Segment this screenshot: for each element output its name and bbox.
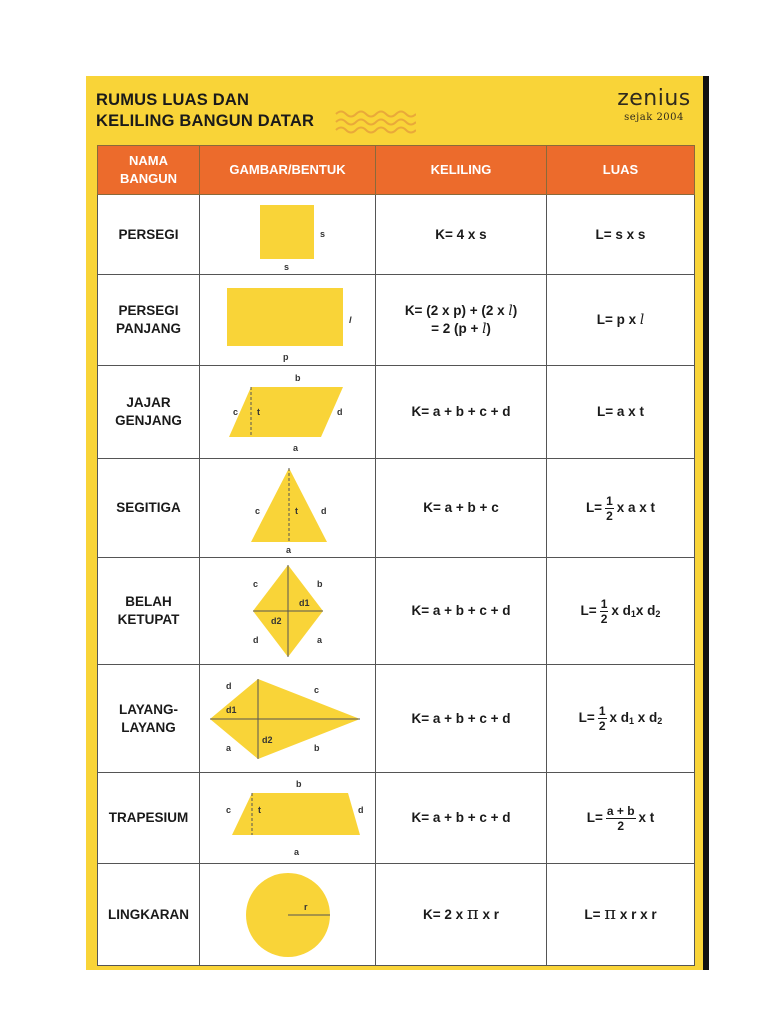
keliling-formula: K= a + b + c + d [376, 773, 547, 864]
header-nama-bangun: NAMA BANGUN [98, 146, 200, 195]
label-a: a [293, 847, 299, 857]
table-row [98, 558, 695, 665]
shape-name: SEGITIGA [98, 459, 200, 558]
label-t: t [257, 805, 261, 815]
table-row [98, 665, 695, 773]
fraction: $\frac{1}{2}$ [606, 493, 613, 523]
table-row [98, 773, 695, 864]
table-row [98, 195, 695, 275]
label-d1: d1 [225, 704, 237, 715]
keliling-formula: K= a + b + c + d [376, 665, 547, 773]
label-d: d [252, 635, 258, 645]
pi-symbol: π [604, 903, 617, 924]
header-luas: LUAS [547, 146, 695, 195]
pi-symbol: π [466, 903, 479, 924]
triangle-figure [200, 459, 376, 558]
label-s-bottom: s [283, 261, 289, 271]
keliling-formula: K= 4 x s [376, 195, 547, 275]
label-d: d [336, 407, 342, 417]
label-d1: d1 [298, 598, 310, 608]
triangle-icon [213, 462, 363, 554]
luas-formula: L= π x r x r [547, 864, 695, 966]
table-row [98, 275, 695, 366]
title-line-2: KELILING BANGUN DATAR [96, 112, 315, 130]
label-a: a [292, 443, 298, 453]
fraction: $\frac{1}{2}$ [598, 704, 606, 733]
rhombus-figure [200, 558, 376, 665]
shape-name: JAJAR GENJANG [98, 366, 200, 459]
fraction: $\frac{1}{2}$ [600, 596, 608, 626]
trapezoid-icon [208, 775, 368, 861]
label-b: b [295, 779, 301, 789]
label-c: c [313, 684, 319, 695]
kite-icon [208, 669, 368, 769]
table-header-row [98, 146, 695, 195]
header-gambar: GAMBAR/BENTUK [200, 146, 376, 195]
brand-tagline: sejak 2004 [624, 112, 684, 123]
label-b: b [316, 579, 322, 589]
luas-formula: L= a x t [547, 366, 695, 459]
label-d2: d2 [261, 734, 273, 745]
rectangle-icon [213, 278, 363, 362]
fraction: $\frac{a + b}{2}$ [606, 803, 635, 833]
parallelogram-icon [213, 369, 363, 455]
label-a: a [316, 635, 322, 645]
wave-decoration-icon [334, 108, 416, 136]
rectangle-figure [200, 275, 376, 366]
keliling-formula: K= a + b + c [376, 459, 547, 558]
square-figure [200, 195, 376, 275]
label-c: c [254, 506, 260, 516]
square-icon [238, 199, 338, 271]
label-t: t [256, 407, 260, 417]
label-c: c [232, 407, 238, 417]
circle-figure [200, 864, 376, 966]
label-a: a [285, 545, 291, 554]
keliling-formula: K= (2 x p) + (2 x l) = 2 (p + l) [376, 275, 547, 366]
table-row [98, 459, 695, 558]
luas-formula: L= s x s [547, 195, 695, 275]
label-l: l [348, 315, 352, 325]
shape-name: LINGKARAN [98, 864, 200, 966]
label-a: a [225, 742, 231, 753]
label-t: t [294, 506, 298, 516]
luas-formula: L= $\frac{1}{2}$ x d1x d2 [547, 558, 695, 665]
header-keliling: KELILING [376, 146, 547, 195]
table-row [98, 864, 695, 966]
shape-name: PERSEGI PANJANG [98, 275, 200, 366]
keliling-formula: K= a + b + c + d [376, 366, 547, 459]
keliling-formula: K= 2 x π x r [376, 864, 547, 966]
circle-icon [238, 867, 338, 963]
table-row [98, 366, 695, 459]
shape-name: BELAH KETUPAT [98, 558, 200, 665]
label-d: d [320, 506, 326, 516]
label-c: c [225, 805, 231, 815]
label-d: d [357, 805, 363, 815]
shape-name: PERSEGI [98, 195, 200, 275]
label-p: p [282, 352, 288, 362]
poster-right-edge [703, 76, 709, 970]
label-d2: d2 [270, 616, 282, 626]
label-d: d [225, 680, 231, 691]
formula-table [97, 145, 695, 966]
shape-name: TRAPESIUM [98, 773, 200, 864]
title-line-1: RUMUS LUAS DAN [96, 91, 250, 109]
trapezoid-figure [200, 773, 376, 864]
label-r: r [303, 901, 308, 912]
shape-name: LAYANG- LAYANG [98, 665, 200, 773]
page-title [96, 90, 314, 132]
parallelogram-figure [200, 366, 376, 459]
label-b: b [294, 373, 300, 383]
label-c: c [252, 579, 258, 589]
luas-formula: L= $\frac{a + b}{2}$ x t [547, 773, 695, 864]
luas-formula: L= p x l [547, 275, 695, 366]
rhombus-icon [213, 561, 363, 661]
luas-formula: L= $\frac{1}{2}$ x d1 x d2 [547, 665, 695, 773]
label-s-right: s [319, 228, 325, 239]
kite-figure [200, 665, 376, 773]
brand-name: zenius [617, 86, 691, 111]
keliling-formula: K= a + b + c + d [376, 558, 547, 665]
brand-logo [612, 86, 696, 124]
label-b: b [313, 742, 319, 753]
luas-formula: L= $\frac{1}{2}$ x a x t [547, 459, 695, 558]
